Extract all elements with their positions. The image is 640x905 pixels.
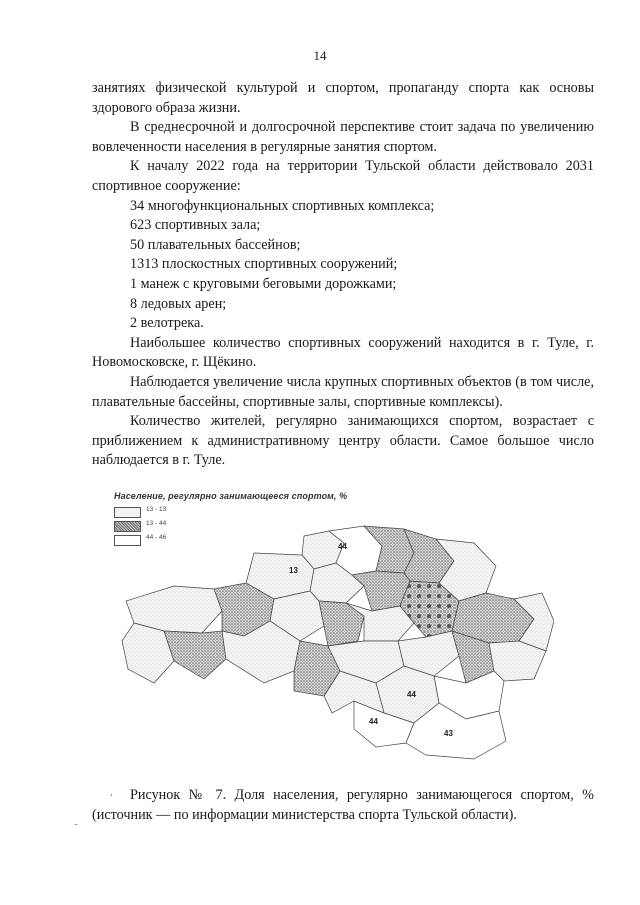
region-west-4: [164, 631, 226, 679]
paragraph: К началу 2022 года на территории Тульской области действовало 2031 спортивное сооружение:: [92, 158, 594, 194]
paragraph: Наблюдается увеличение числа крупных спортивных объектов (в том числе, плавательные бассейны, спортивные залы, спортивные комплексы).: [92, 373, 594, 410]
list-item: 34 многофункциональных спортивных комплекса;: [130, 197, 435, 214]
paragraph: Количество жителей, регулярно занимающихся спортом, возрастает с приближением к административному центру области. Самое большое число наблюдается в г. Туле.: [92, 413, 594, 469]
list-item: 1 манеж с круговыми беговыми дорожками;: [130, 275, 397, 292]
region-label: 44: [369, 717, 378, 726]
list-item: 2 велотрека.: [130, 315, 204, 332]
figure-caption: [92, 786, 594, 825]
scan-mark: ,: [110, 786, 113, 798]
region-map: [114, 491, 554, 771]
paragraph: занятиях физической культурой и спортом, пропаганду спорта как основы здорового образа жизни.: [92, 80, 594, 116]
region-label: 43: [444, 729, 453, 738]
page-number: 14: [313, 48, 327, 63]
legend-swatch: [114, 507, 141, 518]
paragraph: Наибольшее количество спортивных сооружений находится в г. Туле, г. Новомосковске, г. Щёкино.: [92, 334, 594, 371]
scan-mark: -: [74, 818, 78, 830]
body-text: [92, 79, 594, 471]
map-figure: 44 13 44 44 43 Население, регулярно занимающееся спортом, % 13 - 13 13 - 44 44 - 46: [114, 491, 554, 771]
legend-swatch: [114, 521, 141, 532]
legend-swatch: [114, 535, 141, 546]
list-item: 50 плавательных бассейнов;: [130, 236, 301, 253]
region-label: 44: [338, 542, 347, 551]
paragraph: В среднесрочной и долгосрочной перспективе стоит задача по увеличению вовлеченности населения в регулярные занятия спортом.: [92, 119, 594, 155]
map-regions: [122, 526, 554, 759]
list-item: 8 ледовых арен;: [130, 295, 227, 312]
list-item: 623 спортивных зала;: [130, 217, 261, 234]
list-item: 1313 плоскостных спортивных сооружений;: [130, 256, 398, 273]
region-label: 13: [289, 566, 298, 575]
caption-text: Рисунок № 7. Доля населения, регулярно занимающегося спортом, % (источник — по информации министерства спорта Тульской области).: [92, 787, 594, 823]
region-label: 44: [407, 690, 416, 699]
legend-title: Население, регулярно занимающееся спортом, %: [114, 491, 348, 501]
